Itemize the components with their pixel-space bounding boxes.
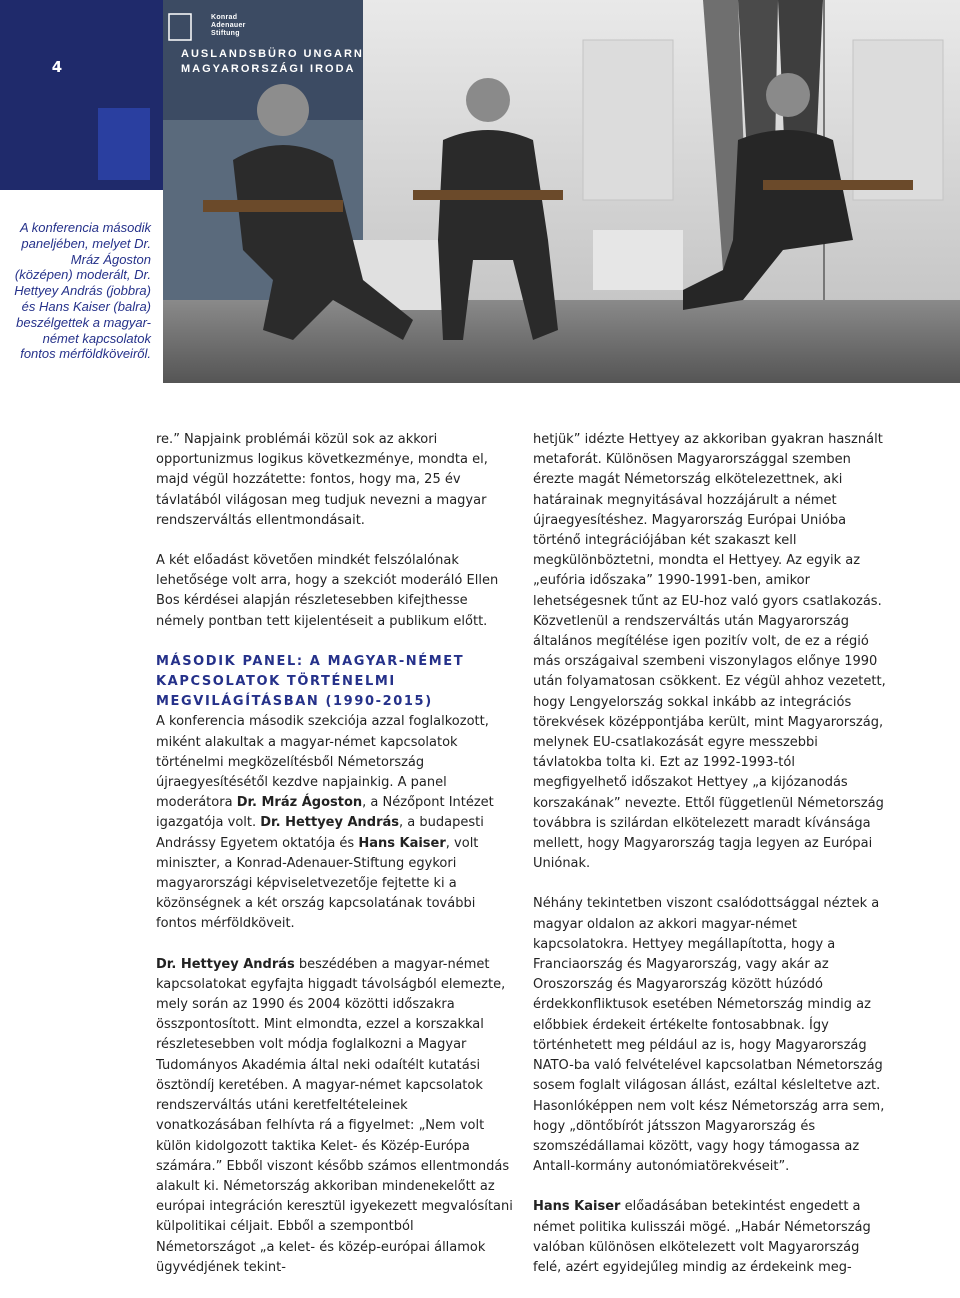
logo-line-1: AUSLANDSBÜRO UNGARN [181,48,364,60]
text-run: , volt miniszter, a Konrad-Adenauer-Stiftung egykori magyarországi képviseletvezetője fejtette ki a közönségnek a két ország kapcsolatának további fontos mérföldköveit. [156,835,479,932]
person-name: Hans Kaiser [358,835,446,851]
text-run: előadásában betekintést engedett a német politika kulisszái mögé. „Habár Németország valóban különösen elkötelezett volt Magyarország felé, azért egyidejűleg mindig az érdekeink meg- [533,1199,871,1275]
paragraph [533,1197,888,1278]
person-name: Dr. Mráz Ágoston [236,795,363,811]
left-column [156,430,516,1298]
paragraph [156,955,516,1278]
photo-caption: A konferencia második paneljében, melyet Dr. Mráz Ágoston (középen) moderált, Dr. Hettyey András (jobbra) és Hans Kaiser (balra) beszélgettek a magyar-német kapcsolatok fontos mérföldköveiről. [14,220,151,362]
text-run: A konferencia második szekciója azzal foglalkozott, miként alakultak a magyar-német kapcsolatok történelmi megközelítésből Németország újraegyesítésétől kezdve napjainkig. A panel moderátora [156,714,489,811]
paragraph: hetjük” idézte Hettyey az akkoriban gyakran használt metaforát. Különösen Magyarországgal szemben érezte magát Németország elkötelezettnek, aki határainak megnyitásával hozzájárult a német újraegyesítéshez. Magyarország Európai Unióba történő integrációjában két szakaszt kell megkülönböztetni, mondta el Hettyey. Az egyik az „eufória időszaka” 1990-1991-ben, amikor lehetségesnek tűnt az EU-hoz való gyors csatlakozás. Közvetlenül a rendszerváltás után Magyarország általános megítélése igen pozitív volt, de ez a régió más országaival szembeni viszonylagos előnye 1990 után folyamatosan csökkent. Ez végül ahhoz vezetett, hogy Lengyelország sokkal inkább az integrációs törekvések középpontjába került, mint Magyarország, melynek EU-csatlakozását egyre messzebbi távlatokba tolta ki. Ezt az 1992-1993-tól megfigyelhető időszakot Hettyey „a kijózanodás korszakának” nevezte. Ettől függetlenül Németország továbbra is szilárdan elkötelezett maradt kívánsága mellett, hogy Magyarország tagja legyen az Európai Uniónak. [533,432,886,872]
paragraph: re.” Napjaink problémái közül sok az akkori opportunizmus logikus következménye, mondta el, majd végül hozzátette: fontos, hogy ma, 25 év távlatából világosan meg tudjuk nevezni a magyar rendszerváltás ellentmondásait. [156,432,488,528]
text-run: beszédében a magyar-német kapcsolatokat egyfajta higgadt távolságból elemezte, mely során az 1990 és 2004 közötti időszakra összpontosított. Mint elmondta, ezzel a korszakkal részletesebben volt módja foglalkozni a Magyar Tudományos Akadémia által neki odaítélt kutatási ösztöndíj keretében. A magyar-német kapcsolatok rendszerváltás utáni keretfeltételeinek vonatkozásában felhívta rá a figyelmet: „Nem volt külön kidolgozott taktika Kelet- és Közép-Európa számára.” Ebből viszont később számos ellentmondás alakult ki. Németország akkoriban mindenekelőtt az európai integráción keresztül igyekezett megvalósítani külpolitikai céljait. Ebből a szempontból Németországot „a kelet- és közép-európai államok ügyvédjének tekint- [156,956,513,1275]
person-name: Dr. Hettyey András [156,956,295,972]
section-heading: MÁSODIK PANEL: A MAGYAR-NÉMET KAPCSOLATOK TÖRTÉNELMI MEGVILÁGÍTÁSBAN (1990-2015) [156,653,465,710]
paragraph: A két előadást követően mindkét felszólalónak lehetősége volt arra, hogy a szekciót moderáló Ellen Bos kérdései alapján részletesebben kifejthesse némely pontban tett kijelentéseit a publikum előtt. [156,553,499,629]
logo-line-2: MAGYARORSZÁGI IRODA [181,63,356,75]
paragraph [156,712,516,934]
caption-box [0,190,163,383]
logo-brand: Konrad Adenauer Stiftung [211,14,246,37]
conference-photo [163,0,960,383]
person-name: Hans Kaiser [533,1199,621,1215]
logo [181,14,364,75]
right-column [533,430,888,1298]
accent-square [98,108,150,180]
paragraph: Néhány tekintetben viszont csalódottsággal néztek a magyar oldalon az akkori magyar-német kapcsolatokra. Hettyey megállapította, hogy a Franciaország és Magyarország, vagy akár az Oroszország és Magyarország között húzódó érdekkonfliktusok esetében Németország mindig az előbbiek érdekeit értékelte fontosabbnak. Így történhetett meg például az is, hogy Magyarország NATO-ba való felvételével kapcsolatban Németország sosem foglalt világosan állást, ezáltal késleltetve azt. Hasonlóképpen nem volt kész Németország arra sem, hogy „döntőbírót játsszon Magyarország és szomszédállamai között, vagy hogy támogassa az Antall-kormány autonómiatörekvéseit”. [533,896,885,1175]
text-run: , a Nézőpont Intézet igazgatója volt. [156,795,494,831]
page-number: 4 [51,58,63,76]
person-name: Dr. Hettyey András [260,815,400,831]
text-run: , a budapesti Andrássy Egyetem oktatója és [156,815,484,851]
